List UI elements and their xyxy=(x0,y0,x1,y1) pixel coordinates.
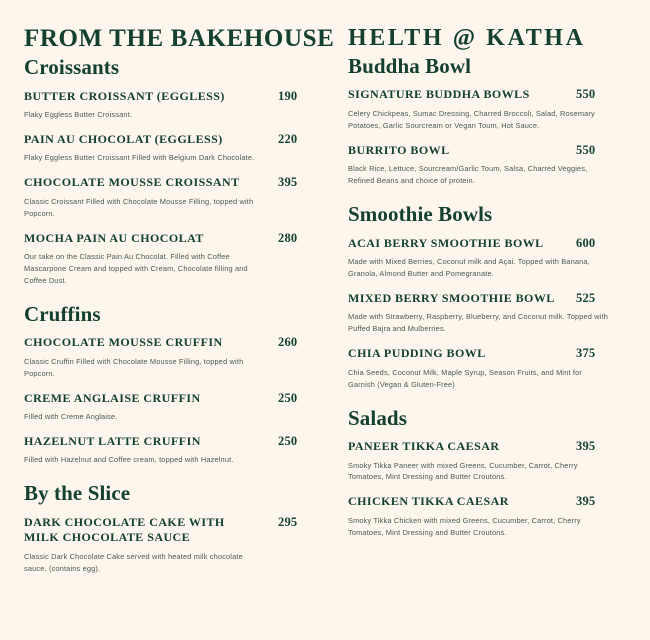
menu-item xyxy=(24,132,324,164)
section-title: Salads xyxy=(348,405,407,430)
menu-section-salads xyxy=(348,407,628,539)
menu-item-name: SIGNATURE BUDDHA BOWLS xyxy=(348,87,530,102)
menu-item xyxy=(24,515,324,575)
menu-item-price: 395 xyxy=(576,494,596,509)
menu-item-price: 525 xyxy=(576,290,596,305)
menu-item-name: CHICKEN TIKKA CAESAR xyxy=(348,494,509,509)
menu-item-price: 395 xyxy=(278,175,298,190)
menu-item-description: Flaky Eggless Butter Croissant. xyxy=(24,109,133,119)
menu-item xyxy=(348,494,628,538)
section-title: Cruffins xyxy=(24,301,101,326)
menu-item-description: Chia Seeds, Coconut Milk, Maple Syrup, Season Fruits, and Mint for Garnish (Vegan & Gluten-Free) xyxy=(348,367,583,389)
menu-item-description: Flaky Eggless Butter Croissant Filled with Belgium Dark Chocolate. xyxy=(24,153,255,163)
menu-item-description: Smoky Tikka Chicken with mixed Greens, Cucumber, Carrot, Cherry Tomatoes, Mint Dressing and Butter Croutons. xyxy=(348,515,581,537)
menu-item xyxy=(24,231,324,287)
sections-health xyxy=(348,55,628,539)
menu-section-croissants xyxy=(24,56,324,287)
menu-item-name: PAIN AU CHOCOLAT (EGGLESS) xyxy=(24,131,223,146)
menu-item-name: BURRITO BOWL xyxy=(348,142,450,157)
menu-item-price: 295 xyxy=(278,514,298,529)
menu-item-description: Filled with Creme Anglaise. xyxy=(24,412,118,422)
menu-section-smoothie-bowls xyxy=(348,203,628,391)
section-title: Croissants xyxy=(24,55,120,79)
menu-item-description: Classic Croissant Filled with Chocolate Mousse Filling, topped with Popcorn. xyxy=(24,196,254,218)
menu-item xyxy=(24,89,324,121)
menu-item-name: CHIA PUDDING BOWL xyxy=(348,346,486,361)
menu-item xyxy=(24,175,324,219)
menu-item-head xyxy=(348,291,628,306)
menu-item-name: HAZELNUT LATTE CRUFFIN xyxy=(24,434,201,449)
menu-item-head xyxy=(24,434,324,449)
menu-column-left xyxy=(24,26,336,632)
menu-section-by-the-slice xyxy=(24,482,324,574)
menu-item xyxy=(24,335,324,379)
sections-bakehouse xyxy=(24,56,324,575)
menu-item-price: 395 xyxy=(576,439,596,454)
menu-item-description: Classic Cruffin Filled with Chocolate Mousse Filling, topped with Popcorn. xyxy=(24,356,244,378)
section-title: Smoothie Bowls xyxy=(348,202,493,227)
menu-section-cruffins xyxy=(24,303,324,467)
menu-item-name: BUTTER CROISSANT (EGGLESS) xyxy=(24,88,225,103)
menu-item-head xyxy=(348,143,628,158)
menu-item-head xyxy=(348,494,628,509)
menu-item xyxy=(24,434,324,466)
menu-item-name: DARK CHOCOLATE CAKE WITH MILK CHOCOLATE SAUCE xyxy=(24,514,225,545)
menu-item-price: 220 xyxy=(278,131,298,146)
menu-item-price: 250 xyxy=(278,434,298,449)
menu-item-name: MIXED BERRY SMOOTHIE BOWL xyxy=(348,290,555,305)
menu-item-description: Classic Dark Chocolate Cake served with heated milk chocolate sauce. (contains egg). xyxy=(24,551,243,573)
menu-item-head xyxy=(24,391,324,406)
menu-item xyxy=(348,439,628,483)
menu-item xyxy=(348,291,628,335)
menu-item-price: 190 xyxy=(278,88,298,103)
menu-item xyxy=(348,143,628,187)
column-title-bakehouse: FROM THE BAKEHOUSE xyxy=(24,25,335,52)
section-title: Buddha Bowl xyxy=(348,53,472,78)
menu-item-price: 375 xyxy=(576,346,596,361)
menu-item-price: 550 xyxy=(576,142,596,157)
section-title: By the Slice xyxy=(24,481,131,506)
menu-item-name: CHOCOLATE MOUSSE CROISSANT xyxy=(24,175,240,190)
menu-item-description: Smoky Tikka Paneer with mixed Greens, Cucumber, Carrot, Cherry Tomatoes, Mint Dressing and Butter Croutons. xyxy=(348,460,578,482)
menu-section-buddha-bowl xyxy=(348,55,628,187)
menu-item-head xyxy=(348,87,628,102)
menu-item-head xyxy=(24,175,324,190)
menu-item xyxy=(24,391,324,423)
menu-item-description: Black Rice, Lettuce, Sourcream/Garlic Toum, Salsa, Charred Veggies, Refined Beans and choice of protein. xyxy=(348,164,588,186)
menu-item-name: CREME ANGLAISE CRUFFIN xyxy=(24,390,201,405)
menu-item-price: 260 xyxy=(278,335,298,350)
menu-item-head xyxy=(348,346,628,361)
menu-item-name: PANEER TIKKA CAESAR xyxy=(348,439,500,454)
menu-item-price: 250 xyxy=(278,390,298,405)
menu-item-description: Made with Mixed Berries, Coconut milk and Açai. Topped with Banana, Granola, Almond Butter and Pomegranate. xyxy=(348,257,590,278)
column-title-health: HELTH @ KATHA xyxy=(348,25,586,51)
menu-item-head xyxy=(24,231,324,246)
menu-item-name: ACAI BERRY SMOOTHIE BOWL xyxy=(348,235,544,250)
menu-item-head xyxy=(24,515,324,546)
menu-item xyxy=(348,87,628,131)
menu-item-price: 280 xyxy=(278,230,298,245)
menu-item-head xyxy=(24,335,324,350)
menu-item-name: CHOCOLATE MOUSSE CRUFFIN xyxy=(24,335,223,350)
menu-item-price: 550 xyxy=(576,87,596,102)
menu-item-head xyxy=(24,89,324,104)
menu-item-head xyxy=(24,132,324,147)
menu-item-name: MOCHA PAIN AU CHOCOLAT xyxy=(24,230,204,245)
menu-item-description: Made with Strawberry, Raspberry, Blueberry, and Coconut milk. Topped with Puffed Bajra and Mulberries. xyxy=(348,312,609,334)
menu-item-description: Filled with Hazelnut and Coffee cream, topped with Hazelnut. xyxy=(24,455,234,465)
menu-item-description: Our take on the Classic Pain Au Chocolat. Filled with Coffee Mascarpone Cream and topped with Cream, Chocolate filling and Coffee Dust. xyxy=(24,251,248,285)
menu-item xyxy=(348,236,628,280)
menu-item-price: 600 xyxy=(576,235,596,250)
menu-item xyxy=(348,346,628,390)
menu-item-head xyxy=(348,236,628,251)
menu-item-description: Celery Chickpeas, Sumac Dressing, Charred Broccoli, Salad, Rosemary Potatoes, Garlic Sourcream or Vegan Toum, Hot Sauce. xyxy=(348,108,595,130)
menu-column-right xyxy=(336,26,628,632)
menu-item-head xyxy=(348,439,628,454)
